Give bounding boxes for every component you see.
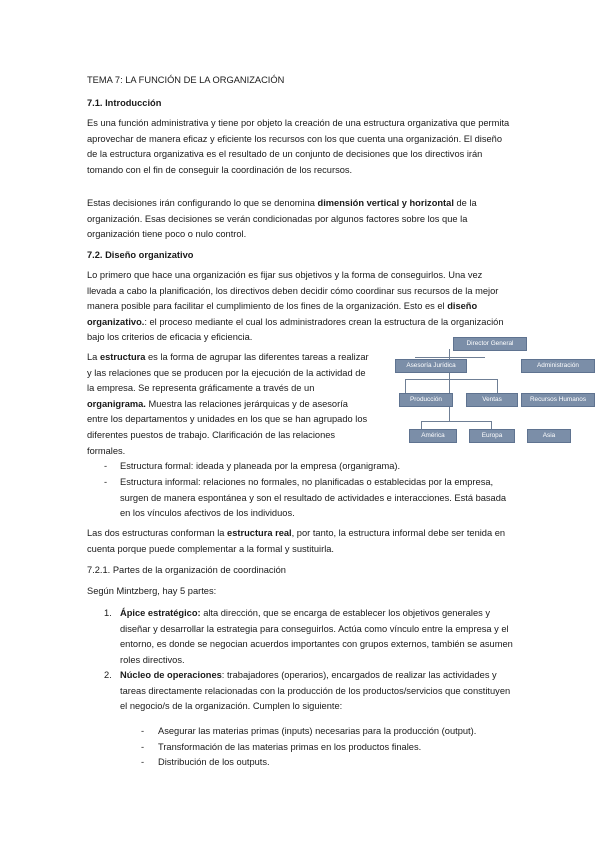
connector-line <box>421 421 422 429</box>
connector-line <box>449 349 450 357</box>
section-7-2-1-intro: Según Mintzberg, hay 5 partes: <box>87 586 217 596</box>
connector-line <box>449 405 450 421</box>
section-7-1-paragraph-1: Es una función administrativa y tiene por objeto la creación de una estructura organizativa que permita aprovechar de manera eficaz y eficiente los recursos con los que cuenta una organización. El diseño de la estructura organizativa es el resultado de un conjunto de decisiones que los directivos irán tomando con el fin de conseguir la coordinación de los recursos. <box>87 118 510 175</box>
bullet-marker: - <box>104 477 108 487</box>
connector-line <box>405 379 406 393</box>
section-7-2-heading: 7.2. Diseño organizativo <box>87 250 194 260</box>
org-node-administracion: Administración <box>521 359 595 373</box>
connector-line <box>449 379 450 393</box>
bullet-marker: - <box>104 461 108 471</box>
document-title: TEMA 7: LA FUNCIÓN DE LA ORGANIZACIÓN <box>87 75 285 85</box>
connector-line <box>491 421 492 429</box>
org-node-asesoria-juridica: Asesoría Jurídica <box>395 359 467 373</box>
list-number: 1. <box>104 608 112 618</box>
list-item-apice-estrategico: Ápice estratégico: alta dirección, que se encarga de establecer los objetivos generales y diseñar y desarrollar la estrategia para conseguirlos. Actúa como vínculo entre la empresa y el entorno, es donde se negocian acuerdos importantes con grupos externos, también se asumen roles directivos. <box>120 608 513 665</box>
sub-bullet-marker: - <box>141 742 145 752</box>
section-7-2-paragraph-1: Lo primero que hace una organización es fijar sus objetivos y la forma de conseguirlos. Una vez llevada a cabo la planificación, los directivos deben decidir cómo coordinar sus recursos de la mejor manera posible para facilitar el cumplimiento de los fines de la organización. Esto es el diseño organizativo.: el proceso mediante el cual los administradores crean la estructura de la organización bajo los criterios de eficacia y eficiencia. <box>87 270 504 343</box>
section-7-1-paragraph-2: Estas decisiones irán configurando lo que se denomina dimensión vertical y horizontal de la organización. Esas decisiones se verán condicionadas por algunos factores sobre los que la organización tiene poco o nulo control. <box>87 198 477 240</box>
bullet-item: Estructura informal: relaciones no formales, no planificadas o establecidas por la empresa, surgen de manera espontánea y son el resultado de actividades e interacciones. Está basada en los vínculos afectivos de los individuos. <box>120 477 507 519</box>
sub-list-item: Asegurar las materias primas (inputs) necesarias para la producción (output). <box>158 726 477 736</box>
connector-line <box>405 379 497 380</box>
org-node-america: América <box>409 429 457 443</box>
org-node-director-general: Director General <box>453 337 527 351</box>
connector-line <box>421 421 491 422</box>
org-node-europa: Europa <box>469 429 515 443</box>
sub-bullet-marker: - <box>141 726 145 736</box>
connector-line <box>415 357 485 358</box>
org-node-asia: Asia <box>527 429 571 443</box>
section-7-2-paragraph-3: Las dos estructuras conforman la estructura real, por tanto, la estructura informal debe ser tenida en cuenta porque puede complementar a la formal y sustituirla. <box>87 528 506 554</box>
org-node-ventas: Ventas <box>466 393 518 407</box>
bullet-item: Estructura formal: ideada y planeada por la empresa (organigrama). <box>120 461 401 471</box>
org-node-produccion: Producción <box>399 393 453 407</box>
list-item-nucleo-operaciones: Núcleo de operaciones: trabajadores (operarios), encargados de realizar las actividades y tareas directamente relacionadas con la producción de los productos/servicios que constituyen el negocio/s de la organización. Cumplen lo siguiente: <box>120 670 511 712</box>
organization-chart <box>385 337 587 449</box>
section-7-2-paragraph-2: La estructura es la forma de agrupar las diferentes tareas a realizar y las relaciones que se producen por la ejecución de la actividad de la empresa. Se representa gráficamente a través de un organigrama. Muestra las relaciones jerárquicas y de asesoría entre los departamentos y unidades en los que se han agrupado los diferentes puestos de trabajo. Clarificación de las relaciones formales. <box>87 352 369 456</box>
sub-list-item: Distribución de los outputs. <box>158 757 270 767</box>
sub-list-item: Transformación de las materias primas en los productos finales. <box>158 742 422 752</box>
section-7-1-heading: 7.1. Introducción <box>87 98 162 108</box>
connector-line <box>497 379 498 393</box>
list-number: 2. <box>104 670 112 680</box>
section-7-2-1-heading: 7.2.1. Partes de la organización de coordinación <box>87 565 286 575</box>
org-node-recursos-humanos: Recursos Humanos <box>521 393 595 407</box>
sub-bullet-marker: - <box>141 757 145 767</box>
